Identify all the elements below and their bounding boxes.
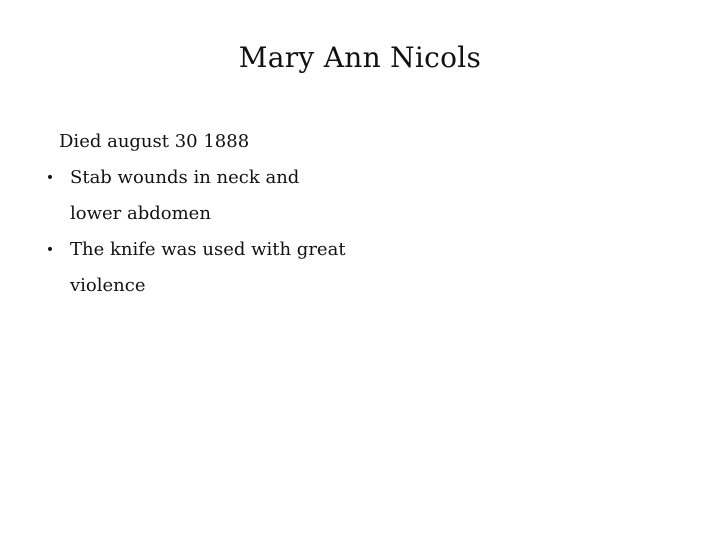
slide-title: Mary Ann Nicols <box>238 41 482 74</box>
bullet-list <box>36 160 356 304</box>
bullet-icon: • <box>45 242 55 258</box>
death-date-line: Died august 30 1888 <box>59 131 250 152</box>
bullet-text: The knife was used with great violence <box>70 239 346 296</box>
slide-body <box>36 124 356 304</box>
bullet-item-stab-wounds <box>36 160 356 232</box>
bullet-icon: • <box>45 170 55 186</box>
bullet-item-knife-violence <box>36 232 356 304</box>
bullet-text: Stab wounds in neck and lower abdomen <box>70 167 300 224</box>
